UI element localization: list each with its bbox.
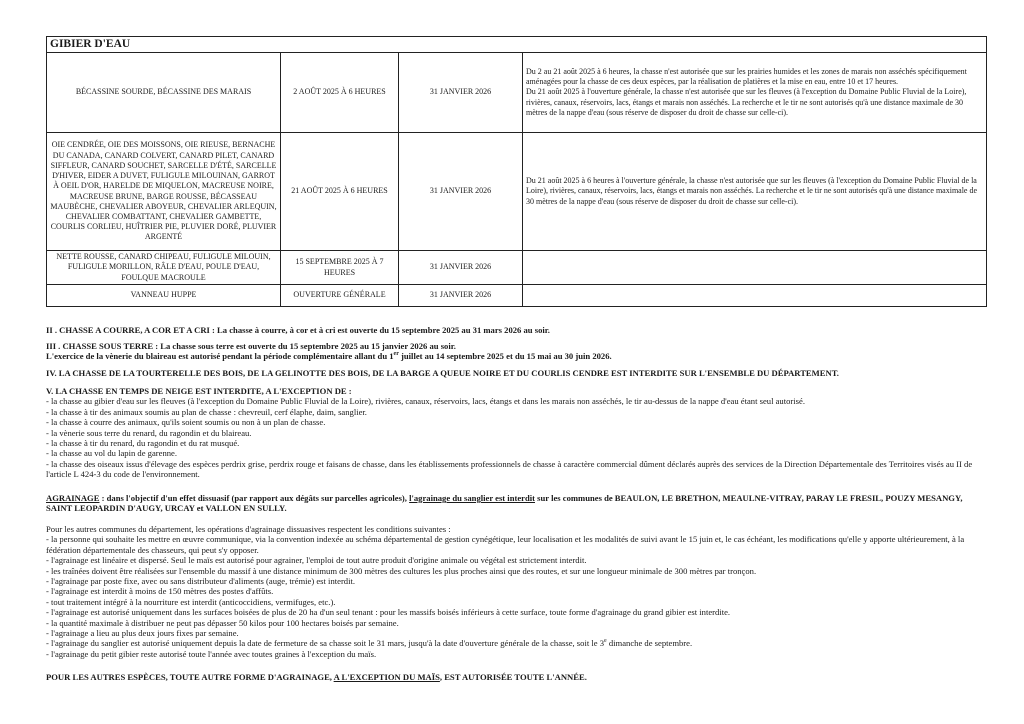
opening-date-cell: 2 AOÛT 2025 À 6 HEURES	[281, 53, 399, 133]
list-item: - tout traitement intégré à la nourriture est interdit (anticoccidiens, vermifuges, etc.).	[46, 596, 336, 607]
section-3-line-1: III . CHASSE SOUS TERRE : La chasse sous terre est ouverte du 15 septembre 2025 au 15 janvier 2026 au soir.	[46, 341, 456, 351]
list-item: - la chasse à courre des animaux, qu'ils soient soumis ou non à un plan de chasse.	[46, 417, 326, 428]
table-title: GIBIER D'EAU	[47, 37, 987, 53]
table-row	[47, 133, 987, 251]
list-item: - les traînées doivent être réalisées sur l'ensemble du massif à une distance minimum de 300 mètres des cultures les plus proches ainsi que des routes, et sur une longueur minimale de 300 mètres par tronçon.	[46, 565, 757, 576]
agrainage-label: AGRAINAGE	[46, 493, 100, 503]
agrainage-paragraph: AGRAINAGE : dans l'objectif d'un effet dissuasif (par rapport aux dégâts sur parcelles agricoles), l'agrainage du sanglier est interdit sur les communes de BEAULON, LE BRETHON, MEAULNE-VITRAY, PARAY LE FRESIL, POUZY MESANGY, SAINT LEOPARDIN D'AUGY, URCAY et VALLON EN SULLY.	[46, 493, 963, 514]
list-item: - l'agrainage par poste fixe, avec ou sans distributeur d'aliments (auge, trémie) est interdit.	[46, 576, 356, 587]
list-item: - la chasse des oiseaux issus d'élevage des espèces perdrix grise, perdrix rouge et faisans de chasse, dans les établissements professionnels de chasse à caractère commercial dûment déclarés auprès des services de la Direction Départementale des Territoires visés au II de l'article L 424-3 du code de l'environnement.	[46, 458, 973, 480]
list-item: - la vènerie sous terre du renard, du ragondin et du blaireau.	[46, 427, 252, 438]
species-cell: OIE CENDRÉE, OIE DES MOISSONS, OIE RIEUSE, BERNACHE DU CANADA, CANARD COLVERT, CANARD PILET, CANARD SIFFLEUR, CANARD SOUCHET, SARCELLE D'ÉTÉ, SARCELLE D'HIVER, EIDER A DUVET, FULIGULE MILOUINAN, GARROT À OEIL D'OR, HARELDE DE MIQUELON, MACREUSE NOIRE, MACREUSE BRUNE, BARGE ROUSSE, BÉCASSEAU MAUBÈCHE, CHEVALIER ABOYEUR, CHEVALIER ARLEQUIN, CHEVALIER COMBATTANT, CHEVALIER GAMBETTE, COURLIS CORLIEU, HUÎTRIER PIE, PLUVIER DORÉ, PLUVIER ARGENTÉ	[47, 133, 281, 251]
opening-date-cell: OUVERTURE GÉNÉRALE	[281, 285, 399, 307]
game-table-section	[46, 36, 986, 307]
list-item: - l'agrainage du petit gibier reste autorisé toute l'année avec toutes graines à l'exception du maïs.	[46, 648, 377, 659]
list-item: - l'agrainage a lieu au plus deux jours fixes par semaine.	[46, 628, 239, 639]
list-item: - la chasse à tir des animaux soumis au plan de chasse : chevreuil, cerf élaphe, daim, sanglier.	[46, 406, 367, 417]
closing-date-cell: 31 JANVIER 2026	[399, 53, 523, 133]
agrainage-prohibited: l'agrainage du sanglier est interdit	[409, 493, 535, 503]
conditions-cell	[523, 251, 987, 285]
section-5-list	[46, 396, 986, 479]
species-cell: BÉCASSINE SOURDE, BÉCASSINE DES MARAIS	[47, 53, 281, 133]
list-item: - l'agrainage du sanglier est autorisé uniquement depuis la date de fermeture de sa chasse soit le 31 mars, jusqu'à la date d'ouverture générale de la chasse, soit le 3e dimanche de septembre.	[46, 638, 693, 649]
list-item: - la personne qui souhaite les mettre en œuvre communique, via la convention indexée au schéma départemental de gestion cynégétique, leur localisation et les modalités de suivi avant le 15 juin et, le cas échéant, les modifications qu'elle y apporte ultérieurement, à la fédération départementale des chasseurs, qui peut s'y opposer.	[46, 534, 965, 555]
conditions-cell: Du 21 août 2025 à 6 heures à l'ouverture générale, la chasse n'est autorisée que sur les fleuves (à l'exception du Domaine Public Fluvial de la Loire), rivières, canaux, réservoirs, lacs, étangs et marais non asséchés. La recherche et le tir ne sont autorisés qu'à une distance maximale de 30 mètres de la nappe d'eau (sous réserve de disposer du droit de chasse sur celle-ci).	[523, 133, 987, 251]
list-item: - l'agrainage est autorisé uniquement dans les surfaces boisées de plus de 20 ha d'un seul tenant : pour les massifs boisés inférieurs à cette surface, toute forme d'agrainage du grand gibier est interdite.	[46, 607, 731, 618]
table-row	[47, 285, 987, 307]
conditions-cell	[523, 285, 987, 307]
list-item: - l'agrainage est linéaire et dispersé. Seul le maïs est autorisé pour agrainer, l'emploi de tout autre produit d'origine animale ou végétal est strictement interdit.	[46, 555, 587, 566]
opening-date-cell: 15 SEPTEMBRE 2025 À 7 HEURES	[281, 251, 399, 285]
other-communes-list	[46, 534, 986, 659]
other-communes-intro: Pour les autres communes du département, les opérations d'agrainage dissuasives respectent les conditions suivantes :	[46, 524, 451, 534]
section-5-title: V. LA CHASSE EN TEMPS DE NEIGE EST INTERDITE, A L'EXCEPTION DE :	[46, 386, 352, 396]
section-5-snow-hunting	[46, 386, 986, 480]
table-row	[47, 251, 987, 285]
conditions-paragraph: Du 2 au 21 août 2025 à 6 heures, la chasse n'est autorisée que sur les prairies humides et les zones de marais non asséchés spécifiquement aménagées pour la chasse de ces deux espèces, par la réalisation de platières et la mise en eau, entre 10 et 17 heures. Du 21 août 2025 à l'ouverture générale, la chasse n'est autorisée que sur les fleuves (à l'exception du Domaine Public Fluvial de la Loire), rivières, canaux, réservoirs, lacs, étangs et marais non asséchés. La recherche et le tir ne sont autorisés qu'à une distance maximale de 30 mètres de la nappe d'eau (sous réserve de disposer du droit de chasse sur celle-ci).	[526, 66, 967, 117]
section-3-line-2: L'exercice de la vènerie du blaireau est autorisé pendant la période complémentaire allant du 1er juillet au 14 septembre 2025 et du 15 mai au 30 juin 2026.	[46, 351, 612, 362]
opening-date-cell: 21 AOÛT 2025 À 6 HEURES	[281, 133, 399, 251]
water-game-table	[46, 36, 987, 307]
section-2-hunting-with-hounds: II . CHASSE A COURRE, A COR ET A CRI : La chasse à courre, à cor et à cri est ouverte du 15 septembre 2025 au 31 mars 2026 au soir.	[46, 325, 550, 335]
closing-date-cell: 31 JANVIER 2026	[399, 251, 523, 285]
closing-date-cell: 31 JANVIER 2026	[399, 133, 523, 251]
table-row	[47, 53, 987, 133]
species-cell: VANNEAU HUPPE	[47, 285, 281, 307]
list-item: - la chasse au vol du lapin de garenne.	[46, 448, 178, 459]
final-statement: POUR LES AUTRES ESPÈCES, TOUTE AUTRE FORME D'AGRAINAGE, A L'EXCEPTION DU MAÏS, EST AUTORISÉE TOUTE L'ANNÉE.	[46, 672, 587, 682]
section-4-prohibited-species: IV. LA CHASSE DE LA TOURTERELLE DES BOIS, DE LA GELINOTTE DES BOIS, DE LA BARGE A QUEUE NOIRE ET DU COURLIS CENDRE EST INTERDITE SUR L'ENSEMBLE DU DÉPARTEMENT.	[46, 368, 839, 378]
list-item: - la quantité maximale à distribuer ne peut pas dépasser 50 kilos pour 100 hectares boisés par semaine.	[46, 617, 399, 628]
section-3-underground-hunting	[46, 341, 986, 362]
conditions-cell	[523, 53, 987, 133]
closing-date-cell: 31 JANVIER 2026	[399, 285, 523, 307]
list-item: - la chasse à tir du renard, du ragondin et du rat musqué.	[46, 438, 240, 449]
table-header-row	[47, 37, 987, 53]
list-item: - l'agrainage est interdit à moins de 150 mètres des postes d'affûts.	[46, 586, 274, 597]
list-item: - la chasse au gibier d'eau sur les fleuves (à l'exception du Domaine Public Fluvial de la Loire), rivières, canaux, réservoirs, lacs, étangs et dans les marais non asséchés, le tir au-dessus de la nappe d'eau étant seul autorisé.	[46, 396, 805, 407]
other-communes-section	[46, 524, 986, 659]
species-cell: NETTE ROUSSE, CANARD CHIPEAU, FULIGULE MILOUIN, FULIGULE MORILLON, RÂLE D'EAU, POULE D'EAU, FOULQUE MACROULE	[47, 251, 281, 285]
